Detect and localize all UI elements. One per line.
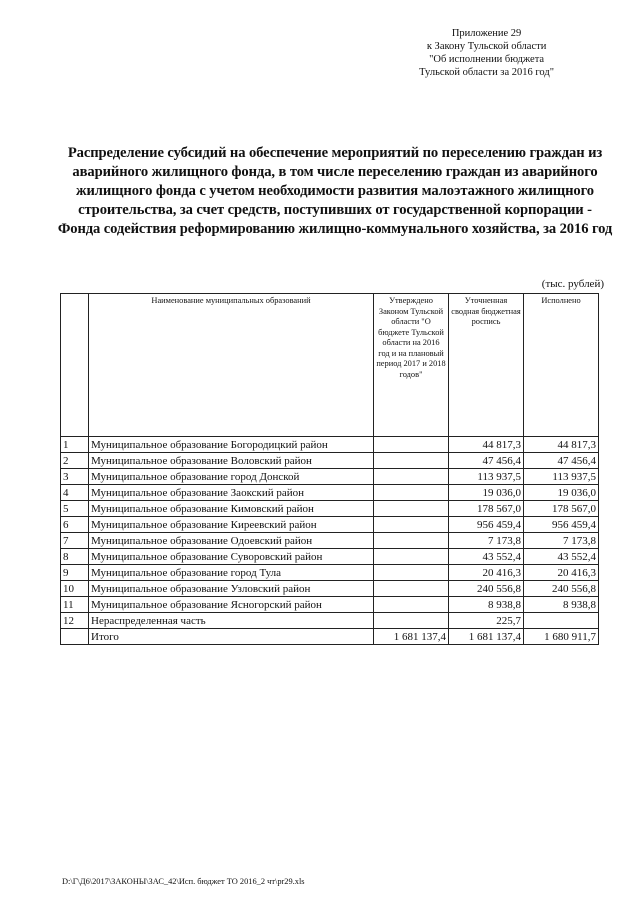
header-refined: Уточненная сводная бюджетная роспись bbox=[449, 294, 524, 437]
table-row bbox=[61, 437, 599, 453]
row-refined: 47 456,4 bbox=[449, 453, 524, 469]
units-label: (тыс. рублей) bbox=[541, 278, 604, 290]
table-row bbox=[61, 629, 599, 645]
table-row bbox=[61, 469, 599, 485]
row-approved bbox=[374, 517, 449, 533]
row-number: 6 bbox=[61, 517, 89, 533]
header-approved: Утверждено Законом Тульской области "О бюджете Тульской области на 2016 год и на плановый период 2017 и 2018 годов" bbox=[374, 294, 449, 437]
table-body bbox=[61, 437, 599, 645]
row-number: 1 bbox=[61, 437, 89, 453]
row-approved: 1 681 137,4 bbox=[374, 629, 449, 645]
row-refined: 225,7 bbox=[449, 613, 524, 629]
row-executed: 956 459,4 bbox=[524, 517, 599, 533]
row-approved bbox=[374, 469, 449, 485]
row-refined: 43 552,4 bbox=[449, 549, 524, 565]
row-executed: 7 173,8 bbox=[524, 533, 599, 549]
row-name: Муниципальное образование Киреевский район bbox=[89, 517, 374, 533]
file-path-footer: D:\Г\Д6\2017\ЗАКОНЫ\ЗАС_42\Исп. бюджет ТО 2016_2 чт\pr29.xls bbox=[62, 877, 305, 886]
row-name: Муниципальное образование Ясногорский район bbox=[89, 597, 374, 613]
row-name: Нераспределенная часть bbox=[89, 613, 374, 629]
row-number: 11 bbox=[61, 597, 89, 613]
row-executed: 19 036,0 bbox=[524, 485, 599, 501]
row-executed bbox=[524, 613, 599, 629]
row-name: Муниципальное образование Воловский район bbox=[89, 453, 374, 469]
row-name: Муниципальное образование Одоевский район bbox=[89, 533, 374, 549]
header-executed: Исполнено bbox=[524, 294, 599, 437]
row-refined: 1 681 137,4 bbox=[449, 629, 524, 645]
table-row bbox=[61, 597, 599, 613]
row-refined: 178 567,0 bbox=[449, 501, 524, 517]
row-number bbox=[61, 629, 89, 645]
row-approved bbox=[374, 437, 449, 453]
table-row bbox=[61, 453, 599, 469]
subsidy-table bbox=[60, 293, 599, 645]
row-name: Итого bbox=[89, 629, 374, 645]
row-name: Муниципальное образование город Донской bbox=[89, 469, 374, 485]
row-executed: 47 456,4 bbox=[524, 453, 599, 469]
row-number: 10 bbox=[61, 581, 89, 597]
row-number: 5 bbox=[61, 501, 89, 517]
row-name: Муниципальное образование город Тула bbox=[89, 565, 374, 581]
row-executed: 44 817,3 bbox=[524, 437, 599, 453]
row-name: Муниципальное образование Кимовский район bbox=[89, 501, 374, 517]
row-refined: 956 459,4 bbox=[449, 517, 524, 533]
row-executed: 113 937,5 bbox=[524, 469, 599, 485]
table-row bbox=[61, 581, 599, 597]
row-number: 7 bbox=[61, 533, 89, 549]
row-executed: 8 938,8 bbox=[524, 597, 599, 613]
row-name: Муниципальное образование Узловский район bbox=[89, 581, 374, 597]
row-approved bbox=[374, 613, 449, 629]
row-refined: 19 036,0 bbox=[449, 485, 524, 501]
row-refined: 20 416,3 bbox=[449, 565, 524, 581]
row-number: 9 bbox=[61, 565, 89, 581]
header-name: Наименование муниципальных образований bbox=[89, 294, 374, 437]
row-name: Муниципальное образование Богородицкий район bbox=[89, 437, 374, 453]
header-num bbox=[61, 294, 89, 437]
row-refined: 7 173,8 bbox=[449, 533, 524, 549]
table-header-row bbox=[61, 294, 599, 437]
row-approved bbox=[374, 501, 449, 517]
row-name: Муниципальное образование Заокский район bbox=[89, 485, 374, 501]
table-row bbox=[61, 613, 599, 629]
row-executed: 43 552,4 bbox=[524, 549, 599, 565]
row-refined: 240 556,8 bbox=[449, 581, 524, 597]
row-approved bbox=[374, 485, 449, 501]
table-row bbox=[61, 485, 599, 501]
table-row bbox=[61, 517, 599, 533]
row-executed: 240 556,8 bbox=[524, 581, 599, 597]
table-row bbox=[61, 533, 599, 549]
row-approved bbox=[374, 533, 449, 549]
row-executed: 20 416,3 bbox=[524, 565, 599, 581]
row-refined: 44 817,3 bbox=[449, 437, 524, 453]
table-row bbox=[61, 565, 599, 581]
table-row bbox=[61, 501, 599, 517]
document-title: Распределение субсидий на обеспечение мероприятий по переселению граждан из аварийного жилищного фонда, в том числе переселению граждан из аварийного жилищного фонда с учетом необходимости развития малоэтажного жилищного строительства, за счет средств, поступивших от государственной корпорации - Фонда содействия реформированию жилищно-коммунального хозяйства, за 2016 год bbox=[57, 145, 613, 237]
row-name: Муниципальное образование Суворовский район bbox=[89, 549, 374, 565]
row-refined: 8 938,8 bbox=[449, 597, 524, 613]
row-number: 3 bbox=[61, 469, 89, 485]
appendix-block bbox=[419, 27, 554, 79]
row-number: 2 bbox=[61, 453, 89, 469]
appendix-line: Тульской области за 2016 год" bbox=[419, 67, 554, 78]
row-number: 12 bbox=[61, 613, 89, 629]
row-approved bbox=[374, 453, 449, 469]
row-refined: 113 937,5 bbox=[449, 469, 524, 485]
row-executed: 178 567,0 bbox=[524, 501, 599, 517]
row-number: 4 bbox=[61, 485, 89, 501]
row-approved bbox=[374, 581, 449, 597]
appendix-line: к Закону Тульской области bbox=[426, 41, 547, 52]
row-approved bbox=[374, 549, 449, 565]
row-executed: 1 680 911,7 bbox=[524, 629, 599, 645]
appendix-line: Приложение 29 bbox=[451, 28, 522, 39]
table-row bbox=[61, 549, 599, 565]
row-number: 8 bbox=[61, 549, 89, 565]
appendix-line: "Об исполнении бюджета bbox=[429, 54, 545, 65]
row-approved bbox=[374, 565, 449, 581]
row-approved bbox=[374, 597, 449, 613]
